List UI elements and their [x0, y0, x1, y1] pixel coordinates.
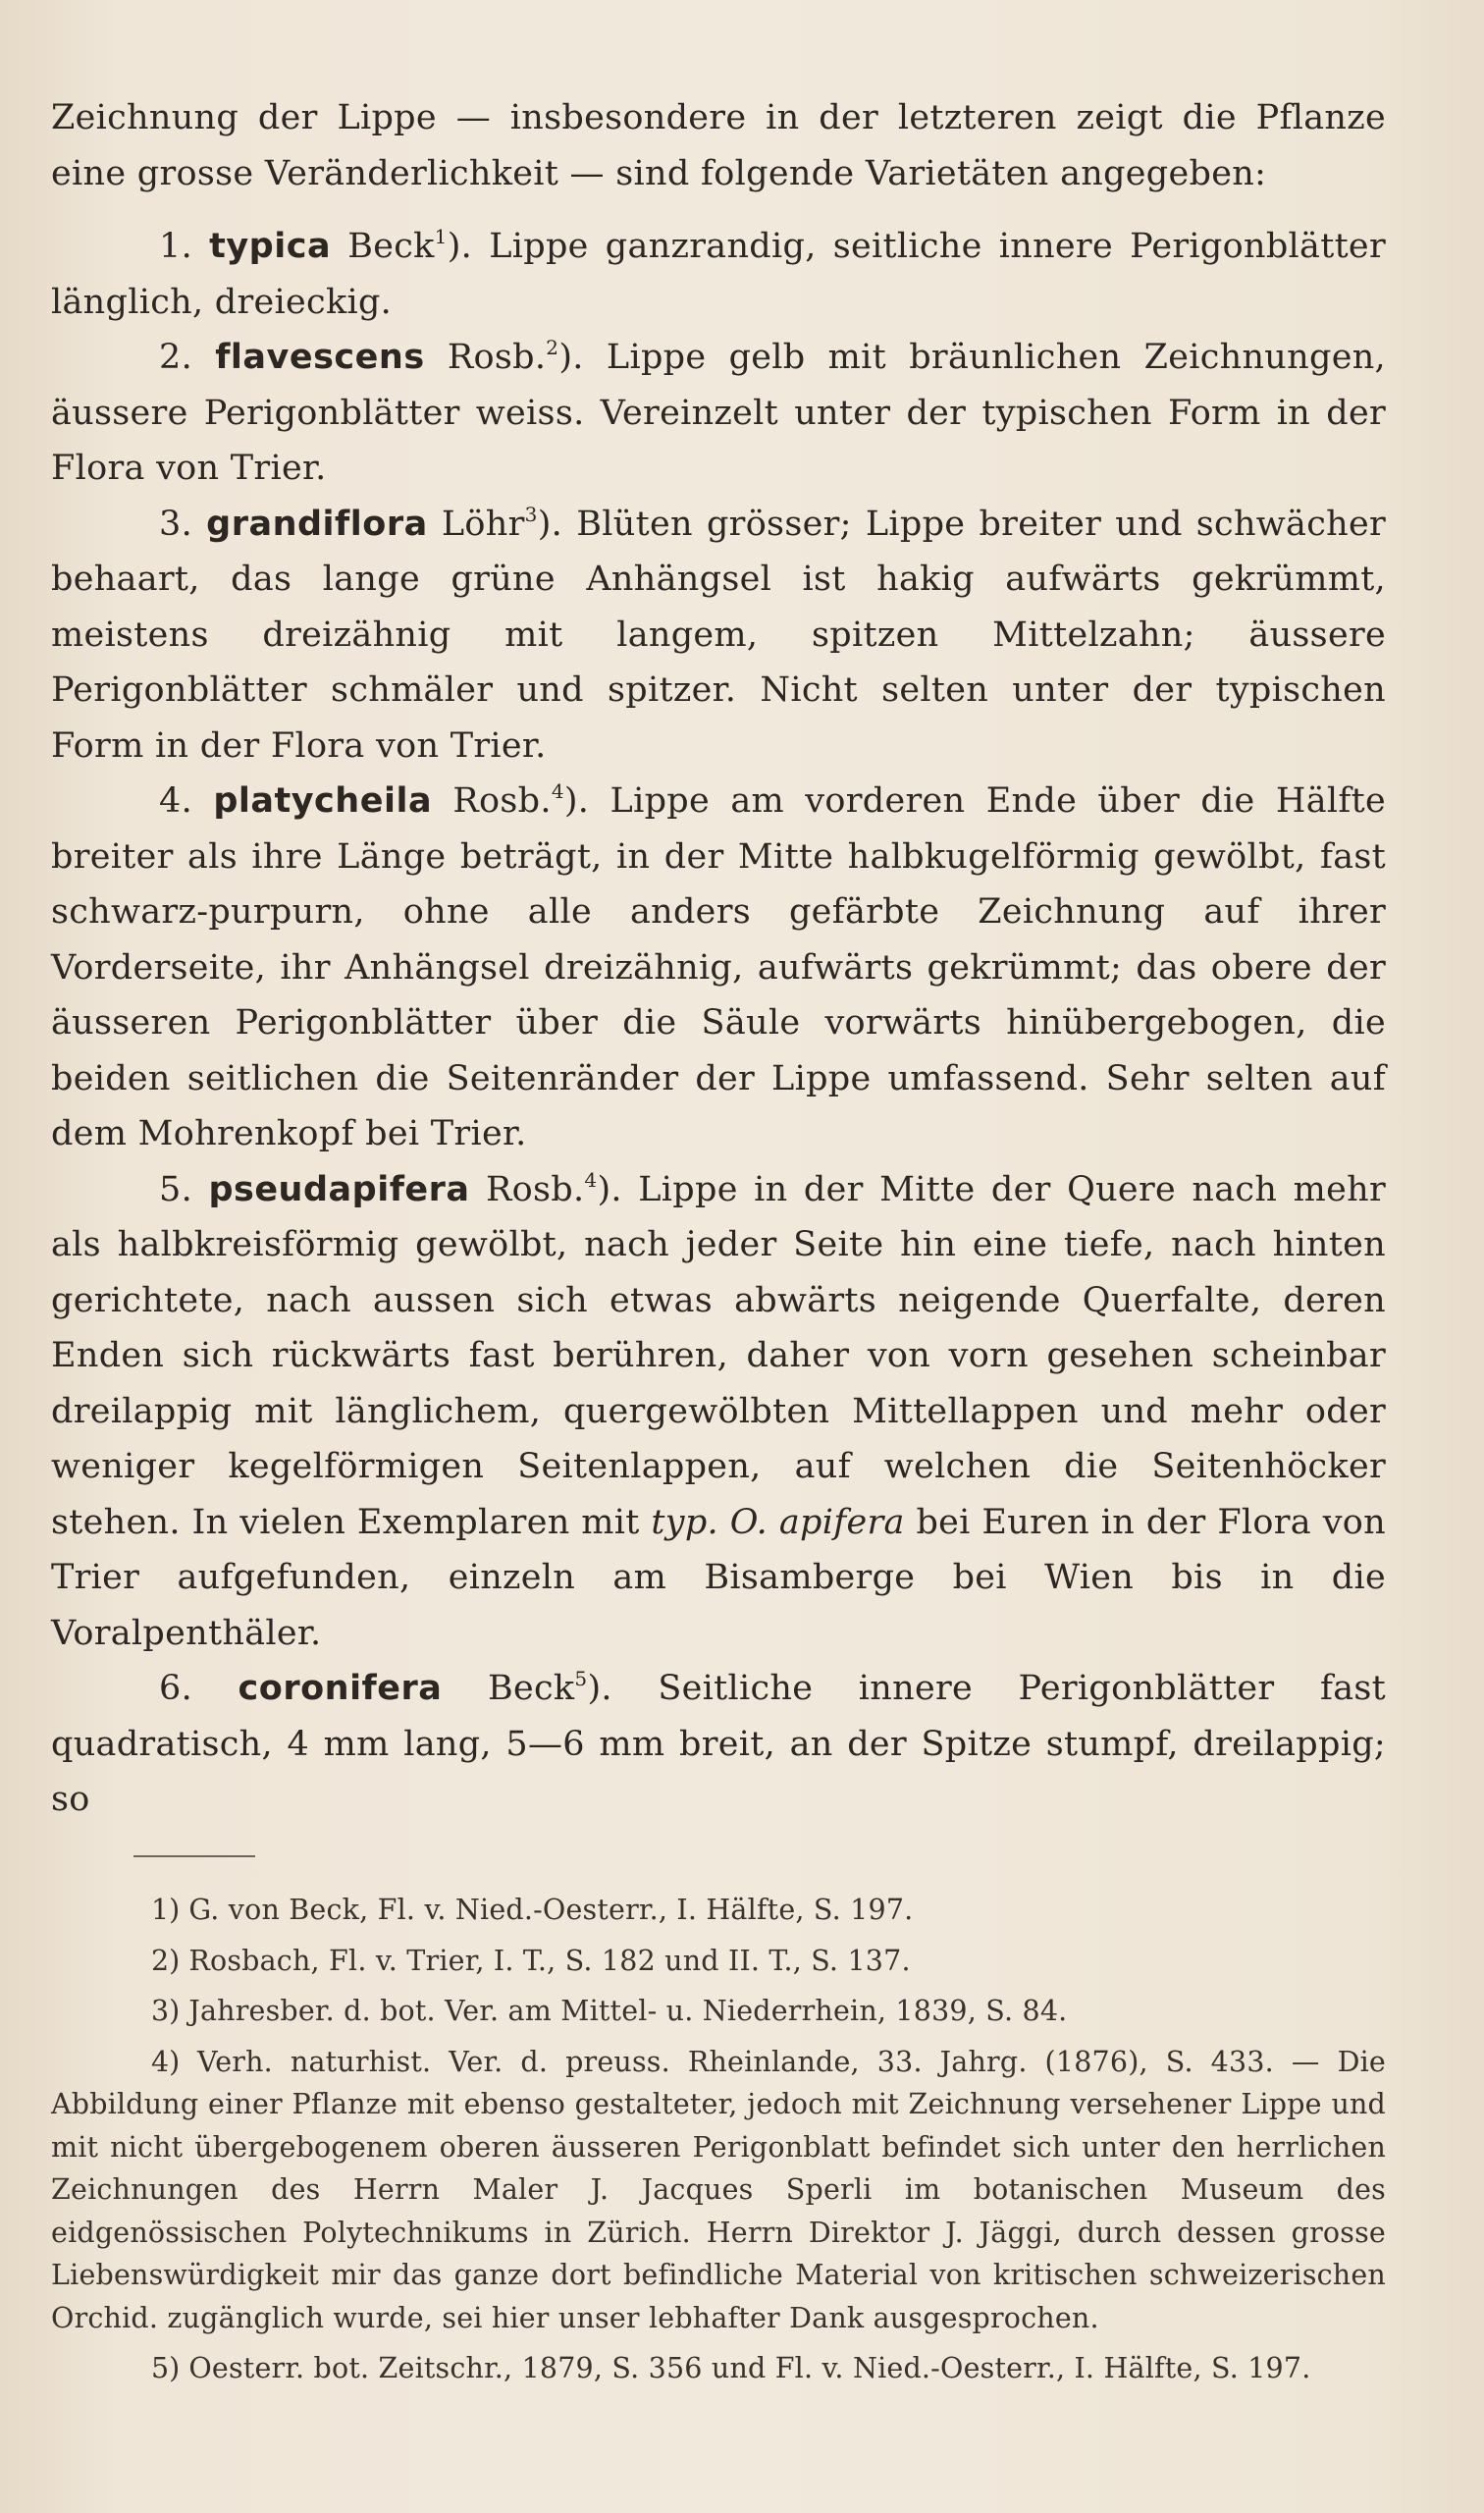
variety-pseudapifera: [51, 1162, 1386, 1662]
footnote-text: Rosbach, Fl. v. Trier, I. T., S. 182 und II. T., S. 137.: [188, 1944, 911, 1977]
variety-author-close: ).: [447, 227, 473, 266]
intro-paragraph: Zeichnung der Lippe — insbesondere in der letzteren zeigt die Pflanze eine grosse Veränderlichkeit — sind folgende Varietäten angegeben:: [51, 98, 1386, 193]
variety-platycheila: [51, 774, 1386, 1162]
main-text: [51, 90, 1386, 1828]
variety-description-continued: bei Euren in der Flora von Trier aufgefunden, einzeln am Bisamberge bei Wien bis in die Voralpenthäler.: [51, 1502, 1387, 1653]
footnote-marker: 3): [151, 1995, 181, 2027]
footnote-5: [51, 2347, 1386, 2390]
variety-author-close: ).: [537, 504, 563, 544]
variety-description: Lippe in der Mitte der Quere nach mehr als halbkreisförmig gewölbt, nach jeder Seite hin eine tiefe, nach hinten gerichtete, nach aussen sich etwas abwärts neigende Querfalte, deren Enden sich rückwärts fast berühren, daher von vorn gesehen scheinbar dreilappig mit länglichem, quergewölbten Mittellappen und mehr oder weniger kegelförmigen Seitenlappen, auf welchen die Seitenhöcker stehen. In vielen Exemplaren mit: [51, 1169, 1386, 1542]
variety-number: 4.: [159, 781, 192, 821]
footnotes: [51, 1889, 1386, 2390]
variety-description: Lippe gelb mit bräunlichen Zeichnungen, äussere Perigonblätter weiss. Vereinzelt unter der typischen Form in der Flora von Trier.: [51, 338, 1386, 488]
footnote-3: [51, 1990, 1386, 2033]
footnote-text: G. von Beck, Fl. v. Nied.-Oesterr., I. Hälfte, S. 197.: [188, 1894, 914, 1926]
footnote-divider: [133, 1855, 255, 1857]
variety-author: Beck: [487, 1669, 575, 1708]
variety-author-close: ).: [563, 781, 590, 821]
variety-author-close: ).: [587, 1669, 612, 1708]
variety-number: 6.: [159, 1669, 192, 1708]
variety-name: grandiflora: [206, 504, 428, 544]
variety-name: coronifera: [238, 1669, 443, 1708]
variety-author: Löhr: [441, 504, 525, 544]
variety-coronifera: [51, 1661, 1386, 1828]
variety-description: Lippe am vorderen Ende über die Hälfte breiter als ihre Länge beträgt, in der Mitte halbkugelförmig gewölbt, fast schwarz-purpurn, ohne alle anders gefärbte Zeichnung auf ihrer Vorderseite, ihr Anhängsel dreizähnig, aufwärts gekrümmt; das obere der äusseren Perigonblätter über die Säule vorwärts hinübergebogen, die beiden seitlichen die Seitenränder der Lippe umfassend. Sehr selten auf dem Mohrenkopf bei Trier.: [51, 781, 1386, 1153]
footnote-reference: 5: [574, 1667, 588, 1690]
footnote-4: [51, 2041, 1386, 2340]
variety-name: flavescens: [215, 338, 425, 377]
footnote-marker: 2): [151, 1944, 181, 1977]
variety-number: 5.: [159, 1169, 192, 1209]
variety-description: Seitliche innere Perigonblätter fast quadratisch, 4 mm lang, 5—6 mm breit, an der Spitze stumpf, dreilappig; so: [51, 1669, 1387, 1819]
variety-author: Rosb.: [447, 338, 547, 377]
species-name: typ. O. apifera: [651, 1502, 905, 1542]
variety-name: platycheila: [213, 781, 433, 821]
footnote-text: Verh. naturhist. Ver. d. preuss. Rheinlande, 33. Jahrg. (1876), S. 433. — Die Abbildung einer Pflanze mit ebenso gestalteter, jedoch mit Zeichnung versehener Lippe und mit nicht übergebogenem oberen äusseren Perigonblatt befindet sich unter den herrlichen Zeichnungen des Herrn Maler J. Jacques Sperli im botanischen Museum des eidgenössischen Polytechnikums in Zürich. Herrn Direktor J. Jäggi, durch dessen grosse Liebenswürdigkeit mir das ganze dort befindliche Material von kritischen schweizerischen Orchid. zugänglich wurde, sei hier unser lebhafter Dank ausgesprochen.: [51, 2045, 1386, 2334]
footnote-marker: 5): [151, 2352, 181, 2384]
variety-author: Beck: [347, 227, 435, 266]
footnote-reference: 3: [524, 502, 538, 526]
variety-number: 3.: [159, 504, 192, 544]
footnote-marker: 4): [151, 2045, 181, 2078]
variety-name: typica: [209, 227, 332, 266]
footnote-reference: 1: [434, 225, 448, 248]
footnote-marker: 1): [151, 1894, 181, 1926]
variety-author: Rosb.: [452, 781, 552, 821]
footnote-text: Oesterr. bot. Zeitschr., 1879, S. 356 und Fl. v. Nied.-Oesterr., I. Hälfte, S. 197.: [188, 2352, 1311, 2384]
variety-number: 2.: [159, 338, 192, 377]
variety-author-close: ).: [558, 338, 584, 377]
variety-typica: [51, 219, 1386, 330]
variety-author-close: ).: [597, 1169, 622, 1209]
footnote-reference: 4: [551, 779, 564, 803]
footnote-text: Jahresber. d. bot. Ver. am Mittel- u. Niederrhein, 1839, S. 84.: [188, 1995, 1068, 2027]
variety-flavescens: [51, 330, 1386, 497]
footnote-2: [51, 1940, 1386, 1983]
footnote-reference: 2: [546, 336, 559, 359]
variety-name: pseudapifera: [208, 1169, 470, 1209]
variety-author: Rosb.: [485, 1169, 585, 1209]
variety-description: Lippe ganzrandig, seitliche innere Perigonblätter länglich, dreieckig.: [51, 227, 1386, 322]
variety-description: Blüten grösser; Lippe breiter und schwächer behaart, das lange grüne Anhängsel ist hakig aufwärts gekrümmt, meistens dreizähnig mit langem, spitzen Mittelzahn; äussere Perigonblätter schmäler und spitzer. Nicht selten unter der typischen Form in der Flora von Trier.: [51, 504, 1387, 766]
variety-number: 1.: [159, 227, 192, 266]
footnote-reference: 4: [584, 1167, 598, 1192]
footnote-1: [51, 1889, 1386, 1932]
variety-grandiflora: [51, 497, 1386, 775]
